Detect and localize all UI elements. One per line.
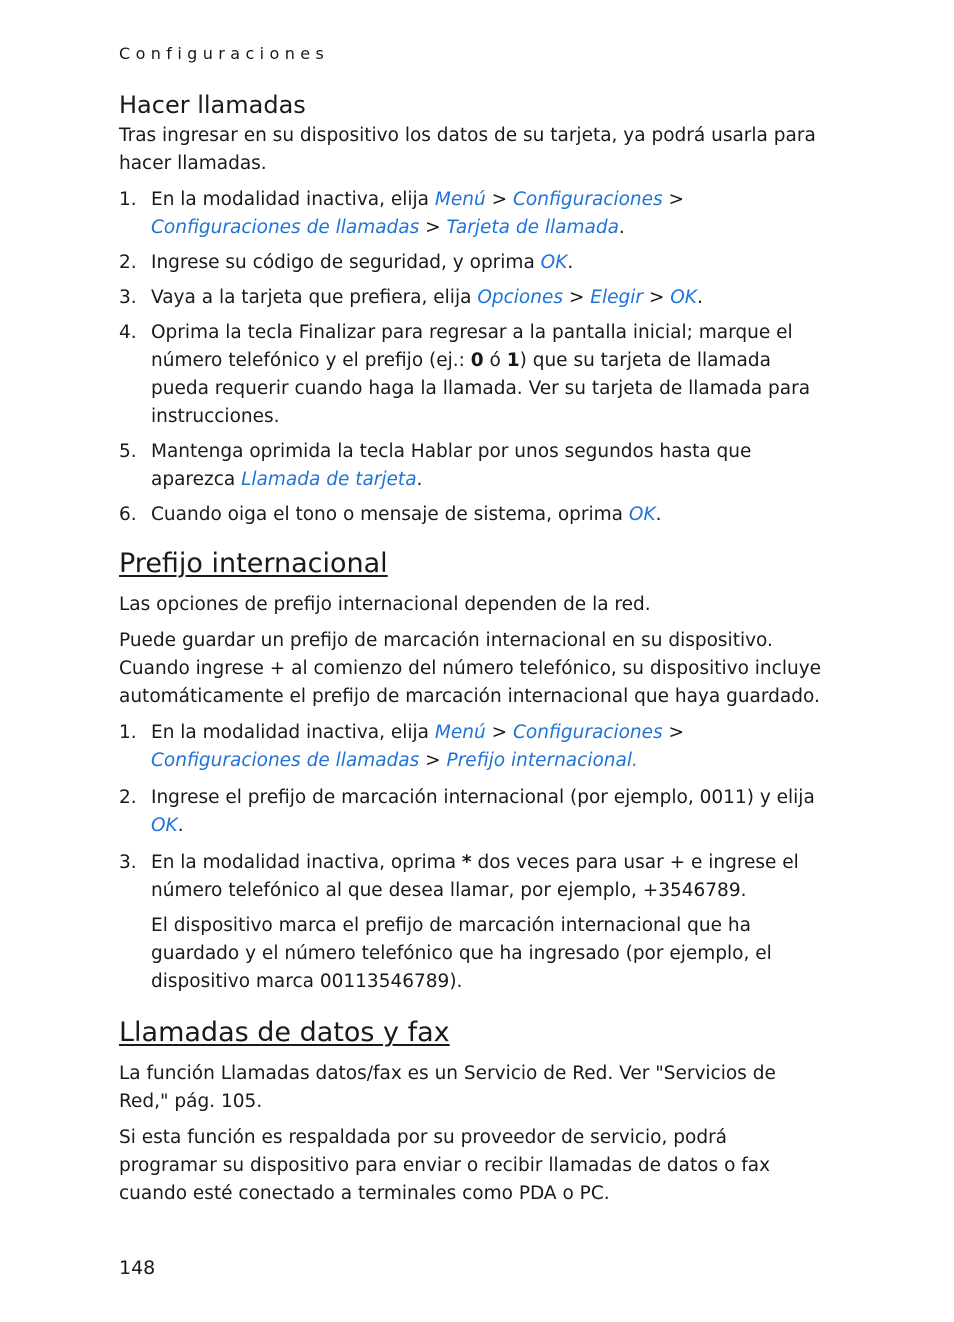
datos-fax-paragraph-1 <box>119 1060 824 1116</box>
step-text: Oprima la tecla Finalizar para regresar a la pantalla inicial; marque el número telefónico y el prefijo (ej.: <box>151 322 793 371</box>
step-text: Cuando oiga el tono o mensaje de sistema, oprima <box>151 504 629 525</box>
ok-link[interactable]: OK <box>670 287 697 308</box>
elegir-link[interactable]: Elegir <box>590 287 643 308</box>
separator: > <box>419 750 447 771</box>
key-one: 1 <box>506 350 520 371</box>
step-text: Mantenga oprimida la tecla Hablar por unos segundos hasta que aparezca <box>151 441 752 490</box>
step-end: . <box>655 504 662 525</box>
step-text: dos veces para usar + e ingrese el número telefónico al que desea llamar, por ejemplo, +3546789. <box>151 852 799 901</box>
step-number: 1. <box>119 722 137 743</box>
step-text: Ingrese el prefijo de marcación internacional (por ejemplo, 0011) y elija <box>151 787 815 808</box>
menu-link[interactable]: Menú <box>434 189 486 210</box>
steps-hacer-llamadas <box>119 186 824 529</box>
separator: > <box>485 722 513 743</box>
heading-hacer-llamadas: Hacer llamadas <box>119 91 306 119</box>
config-llamadas-link[interactable]: Configuraciones de llamadas <box>151 750 420 771</box>
step-text: En la modalidad inactiva, elija <box>151 722 435 743</box>
datos-fax-paragraph-2: Si esta función es respaldada por su proveedor de servicio, podrá programar su dispositivo para enviar o recibir llamadas de datos o fax cuando esté conectado a terminales como PDA o PC. <box>119 1127 771 1204</box>
step-end: . <box>567 252 574 273</box>
key-asterisk: * <box>461 852 472 873</box>
step-end: . <box>631 750 638 771</box>
heading-llamadas-datos-fax: Llamadas de datos y fax <box>119 1017 450 1048</box>
step-number: 1. <box>119 189 137 210</box>
menu-link[interactable]: Menú <box>434 722 486 743</box>
separator: > <box>662 189 685 210</box>
key-zero: 0 <box>470 350 484 371</box>
ok-link[interactable]: OK <box>151 815 178 836</box>
step-end: . <box>696 287 703 308</box>
separator: > <box>642 287 671 308</box>
datos-fax-text-1: La función Llamadas datos/fax es un Servicio de Red. Ver "Servicios de Red," pág. 105. <box>119 1063 776 1112</box>
config-llamadas-link[interactable]: Configuraciones de llamadas <box>151 217 420 238</box>
page-content <box>119 88 824 1216</box>
step-item <box>119 719 824 775</box>
prefijo-internacional-link[interactable]: Prefijo internacional <box>446 750 632 771</box>
steps-prefijo <box>119 719 824 905</box>
step-text: En la modalidad inactiva, oprima <box>151 852 462 873</box>
step-item <box>119 849 824 905</box>
step-item <box>119 284 824 312</box>
step-end: . <box>618 217 625 238</box>
opciones-link[interactable]: Opciones <box>477 287 563 308</box>
step-text: Vaya a la tarjeta que prefiera, elija <box>151 287 478 308</box>
step-end: . <box>416 469 423 490</box>
step-text: Ingrese su código de seguridad, y oprima <box>151 252 541 273</box>
heading-prefijo-internacional: Prefijo internacional <box>119 548 388 579</box>
step-end: . <box>177 815 184 836</box>
configuraciones-link[interactable]: Configuraciones <box>512 722 663 743</box>
step-item <box>119 249 824 277</box>
step-item <box>119 186 824 242</box>
prefijo-paragraph-2: Puede guardar un prefijo de marcación internacional en su dispositivo. Cuando ingrese + al comienzo del número telefónico, su dispositivo incluye automáticamente el prefijo de marcación internacional que haya guardado. <box>119 630 822 707</box>
step-number: 5. <box>119 441 137 462</box>
prefijo-note: El dispositivo marca el prefijo de marcación internacional que ha guardado y el número telefónico que ha ingresado (por ejemplo, el dispositivo marca 00113546789). <box>151 915 772 992</box>
step-item <box>119 784 824 840</box>
step-item <box>119 438 824 494</box>
step-item <box>119 319 824 431</box>
ok-link[interactable]: OK <box>540 252 568 273</box>
step-text: ) que su tarjeta de llamada pueda requerir cuando haga la llamada. Ver su tarjeta de llamada para instrucciones. <box>151 350 811 427</box>
separator: > <box>662 722 685 743</box>
step-text: ó <box>483 350 507 371</box>
llamada-tarjeta-link[interactable]: Llamada de tarjeta <box>241 469 417 490</box>
running-header: Configuraciones <box>119 44 330 63</box>
step-number: 2. <box>119 252 137 273</box>
separator: > <box>419 217 447 238</box>
separator: > <box>563 287 591 308</box>
step-number: 2. <box>119 787 137 808</box>
step-text: En la modalidad inactiva, elija <box>151 189 435 210</box>
step-number: 3. <box>119 852 137 873</box>
intro-paragraph: Tras ingresar en su dispositivo los datos de su tarjeta, ya podrá usarla para hacer llamadas. <box>119 125 816 174</box>
step-number: 4. <box>119 322 137 343</box>
prefijo-paragraph-1: Las opciones de prefijo internacional dependen de la red. <box>119 594 651 615</box>
ok-link[interactable]: OK <box>628 504 656 525</box>
step-number: 3. <box>119 287 137 308</box>
configuraciones-link[interactable]: Configuraciones <box>512 189 663 210</box>
step-item <box>119 501 824 529</box>
step-number: 6. <box>119 504 137 525</box>
separator: > <box>485 189 513 210</box>
page-number: 148 <box>119 1257 156 1279</box>
tarjeta-llamada-link[interactable]: Tarjeta de llamada <box>446 217 619 238</box>
